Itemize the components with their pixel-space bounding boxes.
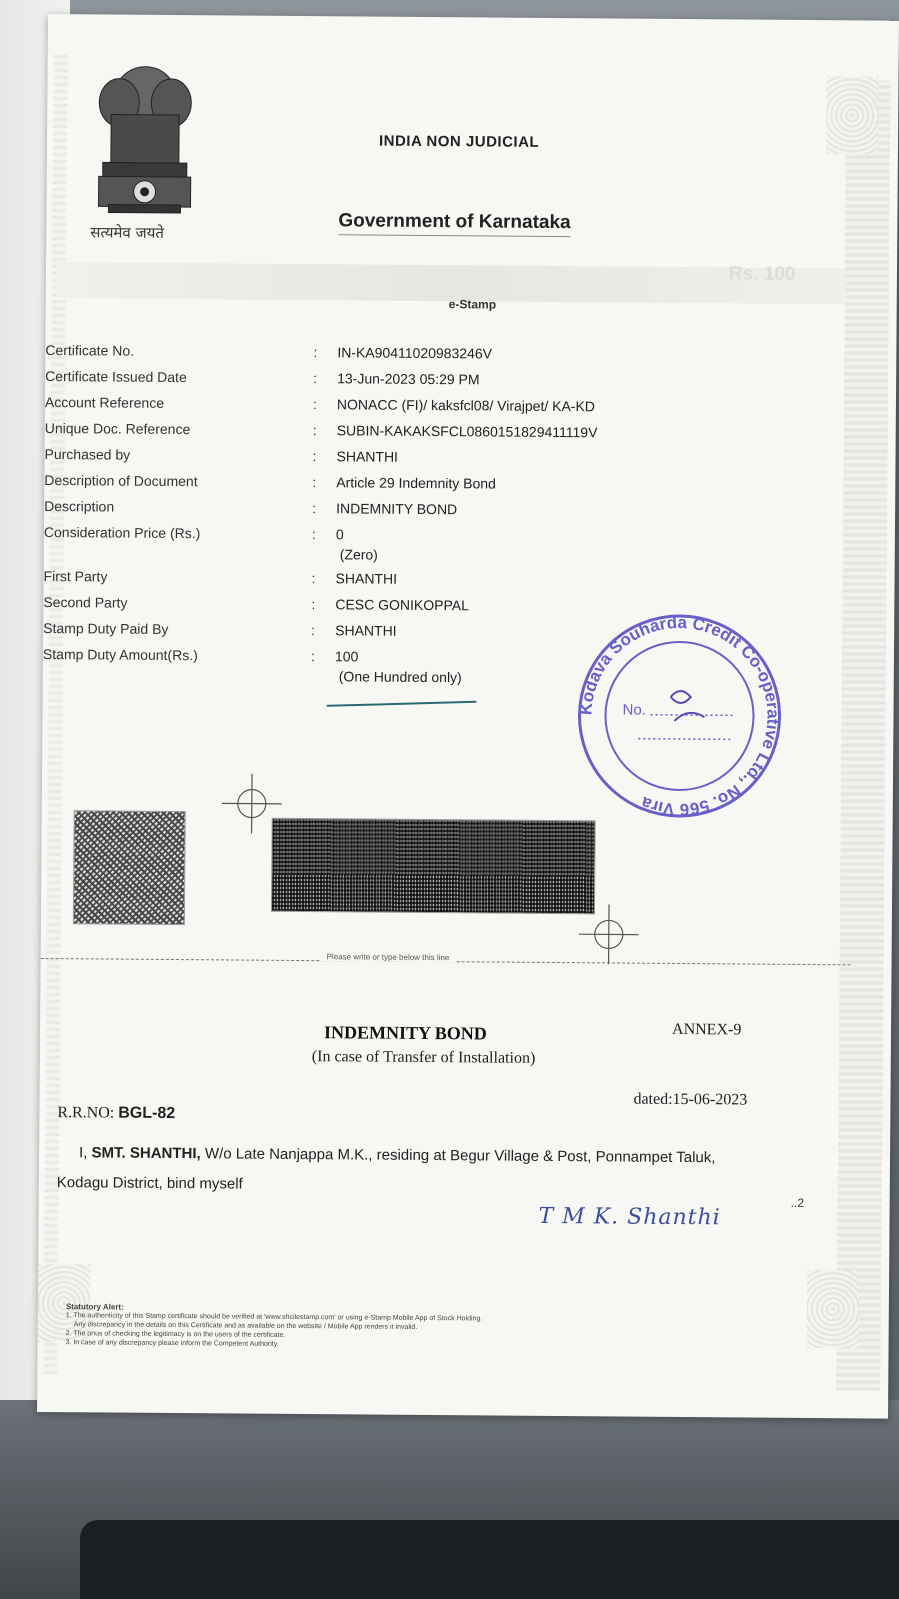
field-separator: : <box>310 648 315 665</box>
field-label: Stamp Duty Amount(Rs.) <box>42 645 198 664</box>
description-value: INDEMNITY BOND <box>336 500 458 518</box>
pen-underline <box>327 701 477 707</box>
statutory-alert <box>66 1302 483 1350</box>
field-label: Purchased by <box>44 445 131 463</box>
corner-ornament-bottom-right <box>807 1270 860 1348</box>
field-label: Unique Doc. Reference <box>44 419 191 438</box>
second-party-value: CESC GONIKOPPAL <box>335 596 469 614</box>
bond-title: INDEMNITY BOND <box>323 1022 487 1044</box>
field-separator: : <box>313 344 318 361</box>
field-label: Second Party <box>43 593 128 611</box>
field-separator: : <box>311 526 316 543</box>
denomination-watermark: Rs. 100 <box>728 263 796 285</box>
annex-label: ANNEX-9 <box>671 1020 742 1039</box>
bond-body-name: SMT. SHANTHI, <box>91 1144 201 1163</box>
document-description-value: Article 29 Indemnity Bond <box>336 474 496 492</box>
rr-number-label: R.R.NO: <box>57 1104 115 1122</box>
statutory-alert-item: 2. The onus of checking the legitimacy is on the users of the certificate. <box>65 1330 286 1339</box>
field-separator: : <box>312 448 317 465</box>
estamp-paper <box>37 14 899 1419</box>
consideration-price-value: 0 <box>335 526 344 543</box>
page-continuation-mark: ..2 <box>790 1195 805 1210</box>
bond-body-prefix: I, <box>78 1144 88 1162</box>
field-separator: : <box>312 396 317 413</box>
unique-doc-reference-value: SUBIN-KAKAKSFCL0860151829411119V <box>336 422 598 441</box>
purchased-by-value: SHANTHI <box>336 448 399 465</box>
field-label: First Party <box>43 567 108 585</box>
field-separator: : <box>312 422 317 439</box>
bond-body-rest: W/o Late Nanjappa M.K., residing at Begur Village & Post, Ponnampet Taluk, <box>204 1145 716 1167</box>
field-separator: : <box>312 474 317 491</box>
government-name: Government of Karnataka <box>338 210 570 237</box>
field-label: Certificate Issued Date <box>45 367 187 386</box>
field-separator: : <box>313 370 318 387</box>
first-party-value: SHANTHI <box>335 570 398 587</box>
stamp-duty-amount-words: (One Hundred only) <box>338 668 462 686</box>
statutory-alert-item: 3. In case of any discrepancy please inform the Competent Authority. <box>65 1339 279 1348</box>
registration-mark-icon <box>579 904 639 964</box>
statutory-alert-item: Any discrepancy in the details on this Certificate and as available on the website / Mobile App renders it invalid. <box>73 1321 418 1331</box>
field-label: Certificate No. <box>45 341 135 359</box>
emblem-motto: सत्यमेव जयते <box>90 223 165 242</box>
stamp-duty-amount-value: 100 <box>334 648 359 665</box>
statutory-alert-item: 1. The authenticity of this Stamp certificate should be verified at 'www.shcilestamp.com' or using e-Stamp Mobile App of Stock Holding. <box>65 1312 483 1323</box>
rr-number <box>57 1104 175 1123</box>
stamp-duty-paid-by-value: SHANTHI <box>335 622 397 639</box>
certificate-no-value: IN-KA90411020983246V <box>337 344 493 362</box>
background-desk <box>80 1520 899 1599</box>
handwritten-signature: T M K. Shanthi <box>538 1203 721 1231</box>
statutory-alert-title: Statutory Alert: <box>65 1302 124 1312</box>
field-label: Consideration Price (Rs.) <box>43 523 201 542</box>
corner-ornament-top <box>826 76 879 154</box>
qr-code <box>73 810 186 925</box>
field-separator: : <box>311 596 316 613</box>
field-label: Description of Document <box>44 471 198 490</box>
issued-date-value: 13-Jun-2023 05:29 PM <box>337 370 480 388</box>
society-seal-stamp <box>574 610 786 822</box>
national-emblem-icon <box>88 54 201 235</box>
rr-number-value: BGL-82 <box>118 1104 176 1123</box>
estamp-label: e-Stamp <box>448 297 497 312</box>
write-below-note: Please write or type below this line <box>321 952 456 962</box>
barcode <box>271 818 596 915</box>
consideration-price-words: (Zero) <box>339 546 378 563</box>
field-separator: : <box>312 500 317 517</box>
field-label: Account Reference <box>44 393 165 411</box>
field-label: Description <box>44 497 115 515</box>
bond-body-line-1 <box>79 1144 716 1166</box>
account-reference-value: NONACC (FI)/ kaksfcl08/ Virajpet/ KA-KD <box>336 396 596 415</box>
bond-body-line-2: Kodagu District, bind myself <box>56 1174 243 1193</box>
seal-ring-text: Kodava Souharda Credit Co-operative Ltd., No. 566 Vira <box>576 612 783 820</box>
seal-no-label: No. <box>622 701 646 719</box>
bond-subtitle: (In case of Transfer of Installation) <box>311 1048 536 1067</box>
field-label: Stamp Duty Paid By <box>43 619 169 637</box>
field-separator: : <box>311 622 316 639</box>
stamp-title: INDIA NON JUDICIAL <box>378 132 540 151</box>
bond-date: dated:15-06-2023 <box>633 1090 748 1109</box>
field-separator: : <box>311 570 316 587</box>
